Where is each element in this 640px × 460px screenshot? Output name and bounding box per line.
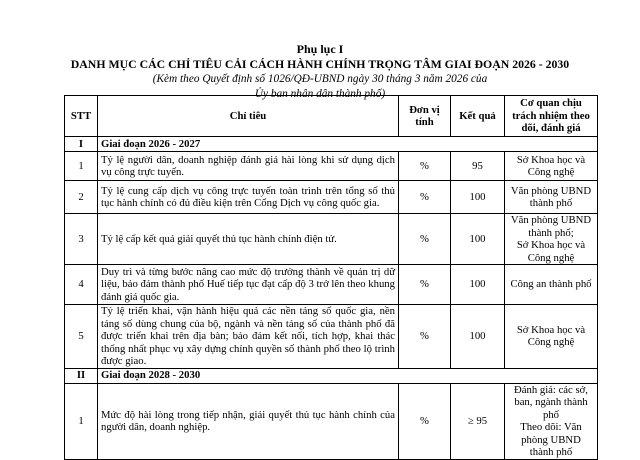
- row-result: 100: [451, 214, 505, 265]
- column-header-indicator: Chỉ tiêu: [98, 96, 399, 137]
- row-number: 2: [65, 181, 98, 214]
- row-number: 5: [65, 305, 98, 369]
- document-header: [0, 42, 640, 102]
- row-agency: [505, 383, 598, 459]
- row-number: 4: [65, 265, 98, 305]
- row-agency: Sở Khoa học và Công nghệ: [505, 305, 598, 369]
- row-unit: %: [399, 152, 451, 181]
- indicator-table: [64, 95, 598, 460]
- row-number: 1: [65, 152, 98, 181]
- document-title: DANH MỤC CÁC CHỈ TIÊU CẢI CÁCH HÀNH CHÍNH TRỌNG TÂM GIAI ĐOẠN 2026 - 2030: [70, 57, 570, 71]
- row-indicator: Tỷ lệ cấp kết quả giải quyết thủ tục hành chính điện tử.: [98, 214, 399, 265]
- row-agency: Sở Khoa học và Công nghệ: [505, 152, 598, 181]
- row-number: 3: [65, 214, 98, 265]
- table-header-row: [65, 96, 598, 137]
- column-header-result: Kết quả: [451, 96, 505, 137]
- row-unit: %: [399, 265, 451, 305]
- table-row: [65, 152, 598, 181]
- column-header-unit: Đơn vị tính: [399, 96, 451, 137]
- document-subtitle-line1: (Kèm theo Quyết định số 1026/QĐ-UBND ngày 30 tháng 3 năm 2026 của: [152, 73, 488, 85]
- row-result: 100: [451, 265, 505, 305]
- row-result: 100: [451, 181, 505, 214]
- column-header-agency: Cơ quan chịu trách nhiệm theo dõi, đánh giá: [505, 96, 598, 137]
- row-unit: %: [399, 181, 451, 214]
- row-indicator: Mức độ hài lòng trong tiếp nhận, giải quyết thủ tục hành chính của người dân, doanh nghiệp.: [98, 383, 399, 459]
- row-agency: Văn phòng UBND thành phố: [505, 181, 598, 214]
- agency-line: Văn phòng UBND thành phố;: [510, 214, 592, 239]
- row-unit: %: [399, 214, 451, 265]
- row-result: 95: [451, 152, 505, 181]
- row-agency: [505, 214, 598, 265]
- table-row: [65, 214, 598, 265]
- column-header-stt: STT: [65, 96, 98, 137]
- agency-line: Đánh giá: các sở, ban, ngành thành phố: [514, 383, 588, 421]
- row-indicator: Tỷ lệ người dân, doanh nghiệp đánh giá hài lòng khi sử dụng dịch vụ công trực tuyến.: [98, 152, 399, 181]
- row-number: 1: [65, 383, 98, 459]
- agency-line: Sở Khoa học và Công nghệ: [516, 239, 586, 264]
- row-indicator: Tỷ lệ triển khai, vận hành hiệu quả các nền tảng số quốc gia, nền tảng số dùng chung của bộ, ngành và nền tảng số của thành phố đã được triển khai trên địa bàn; bảo đảm kết nối, tích hợp, khai thác thống nhất phục vụ xây dựng chính quyền số thành phố theo lộ trình được giao.: [98, 305, 399, 369]
- row-unit: %: [399, 383, 451, 459]
- table-row: [65, 383, 598, 459]
- table-row: [65, 181, 598, 214]
- row-unit: %: [399, 305, 451, 369]
- group-label: Giai đoạn 2026 - 2027: [98, 137, 598, 152]
- group-row-1: [65, 137, 598, 152]
- group-number: II: [65, 368, 98, 383]
- row-indicator: Duy trì và từng bước nâng cao mức độ trưởng thành về quản trị dữ liệu, bảo đảm thành phố Huế tiếp tục đạt cấp độ 3 trở lên theo khung đánh giá quốc gia.: [98, 265, 399, 305]
- document-subtitle-line2: Ủy ban nhân dân thành phố): [254, 88, 386, 100]
- row-result: 100: [451, 305, 505, 369]
- group-row-2: [65, 368, 598, 383]
- group-label: Giai đoạn 2028 - 2030: [98, 368, 598, 383]
- group-number: I: [65, 137, 98, 152]
- row-agency: Công an thành phố: [505, 265, 598, 305]
- table-row: [65, 265, 598, 305]
- row-indicator: Tỷ lệ cung cấp dịch vụ công trực tuyến toàn trình trên tổng số thủ tục hành chính có đủ điều kiện trên Cổng Dịch vụ công quốc gia.: [98, 181, 399, 214]
- row-result: ≥ 95: [451, 383, 505, 459]
- appendix-label: Phụ lục I: [296, 42, 344, 56]
- agency-line: Theo dõi: Văn phòng UBND thành phố: [520, 421, 582, 458]
- table-row: [65, 305, 598, 369]
